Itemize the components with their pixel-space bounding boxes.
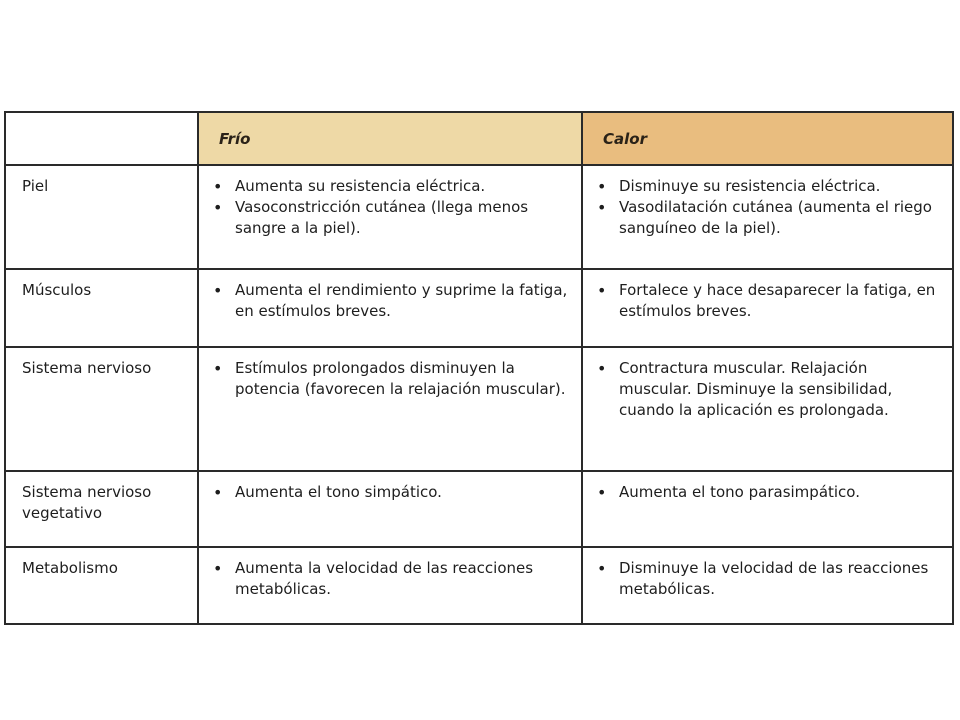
table-row (6, 268, 952, 346)
header-empty-cell (6, 113, 197, 166)
frio-bullet: • Vasoconstricción cutánea (llega menos sangre a la piel). (207, 197, 573, 239)
header-frio (197, 113, 581, 166)
calor-cell (581, 270, 952, 346)
calor-bullet: • Fortalece y hace desaparecer la fatiga, en estímulos breves. (591, 280, 944, 322)
calor-cell (581, 548, 952, 623)
frio-bullet: • Aumenta su resistencia eléctrica. (207, 176, 573, 197)
frio-cell (197, 270, 581, 346)
calor-bullet: • Disminuye su resistencia eléctrica. (591, 176, 944, 197)
calor-bullet: • Aumenta el tono parasimpático. (591, 482, 944, 503)
table-row (6, 346, 952, 470)
header-calor-label: Calor (603, 130, 647, 148)
frio-cell (197, 166, 581, 268)
row-label: Metabolismo (22, 559, 118, 577)
row-label: Músculos (22, 281, 92, 299)
frio-bullet: • Aumenta el tono simpático. (207, 482, 573, 503)
frio-bullet: • Aumenta el rendimiento y suprime la fatiga, en estímulos breves. (207, 280, 573, 322)
table-row (6, 546, 952, 623)
calor-cell (581, 348, 952, 470)
header-calor (581, 113, 952, 166)
calor-bullet: • Disminuye la velocidad de las reacciones metabólicas. (591, 558, 944, 600)
comparison-table (4, 111, 954, 625)
calor-bullet: • Vasodilatación cutánea (aumenta el riego sanguíneo de la piel). (591, 197, 944, 239)
frio-cell (197, 548, 581, 623)
row-label: Piel (22, 177, 49, 195)
calor-cell (581, 166, 952, 268)
calor-bullet: • Contractura muscular. Relajación muscular. Disminuye la sensibilidad, cuando la aplicación es prolongada. (591, 358, 944, 421)
frio-cell (197, 472, 581, 546)
row-label: Sistema nervioso (22, 359, 152, 377)
frio-cell (197, 348, 581, 470)
calor-cell (581, 472, 952, 546)
table-row (6, 164, 952, 268)
frio-bullet: • Estímulos prolongados disminuyen la potencia (favorecen la relajación muscular). (207, 358, 573, 400)
frio-bullet: • Aumenta la velocidad de las reacciones metabólicas. (207, 558, 573, 600)
row-label: Sistema nervioso vegetativo (22, 483, 152, 522)
header-frio-label: Frío (219, 130, 251, 148)
table-row (6, 470, 952, 546)
